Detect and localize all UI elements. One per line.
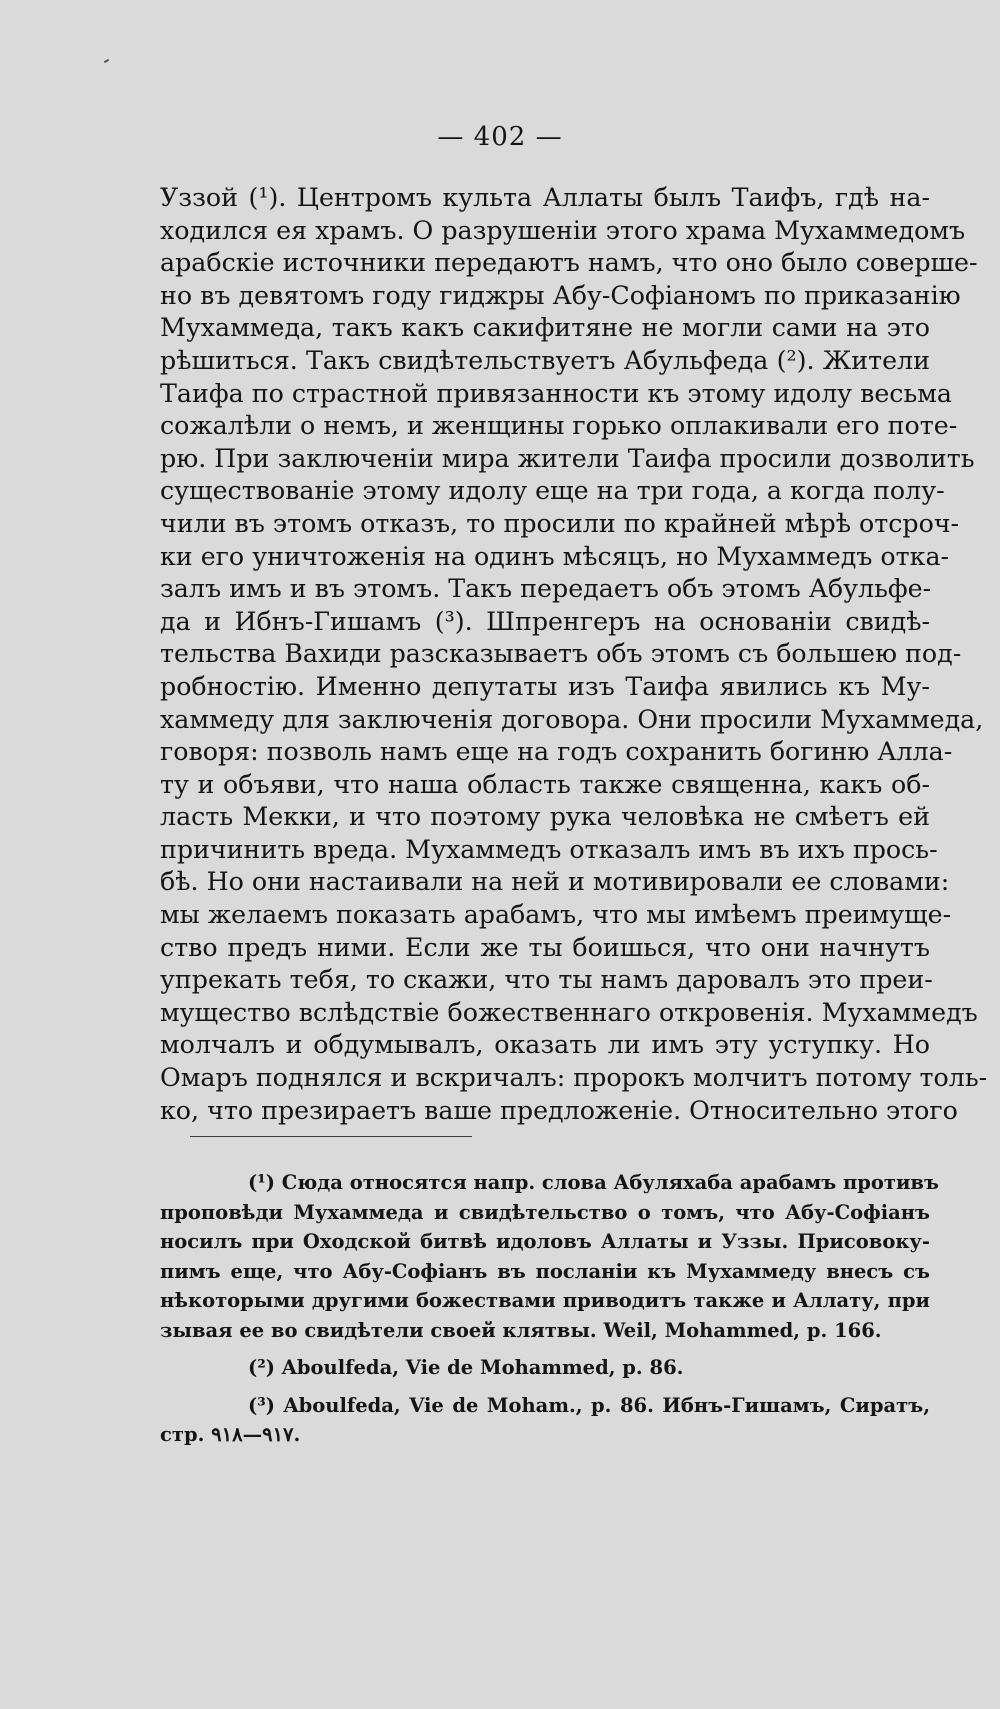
text-line: да и Ибнъ-Гишамъ (³). Шпренгеръ на основаніи свидѣ- [160, 606, 930, 636]
footnote-line: нѣкоторыми другими божествами приводитъ также и Аллату, при [160, 1289, 930, 1312]
text-line: сожалѣли о немъ, и женщины горько оплакивали его поте- [160, 411, 958, 441]
text-line: чили въ этомъ отказъ, то просили по крайней мѣрѣ отсроч- [160, 508, 960, 538]
footnote-1 [160, 1168, 939, 1345]
footnote-line: пимъ еще, что Абу-Софіанъ въ посланіи къ Мухаммеду внесъ съ [160, 1259, 930, 1283]
text-line: Уззой (¹). Центромъ культа Аллаты былъ Таифъ, гдѣ на- [160, 183, 930, 212]
footnote-separator [190, 1136, 472, 1137]
text-line: молчалъ и обдумывалъ, оказать ли имъ эту уступку. Но [160, 1030, 930, 1060]
text-line: Таифа по страстной привязанности къ этому идолу весьма [160, 378, 952, 408]
text-line: ласть Мекки, и что поэтому рука человѣка не смѣетъ ей [160, 802, 930, 832]
footnote-line: (³) Aboulfeda, Vie de Moham., p. 86. Ибнъ-Гишамъ, Сиратъ, [248, 1393, 930, 1417]
footnote-line: (¹) Сюда относятся напр. слова Абуляхаба арабамъ противъ [248, 1171, 939, 1194]
footnote-line: зывая ее во свидѣтели своей клятвы. Weil, Mohammed, p. 166. [160, 1318, 882, 1342]
text-line: бѣ. Но они настаивали на ней и мотивировали ее словами: [160, 867, 950, 897]
main-text [160, 182, 988, 1127]
text-line: мущество вслѣдствіе божественнаго откровенія. Мухаммедъ [160, 997, 978, 1027]
text-line: существованіе этому идолу еще на три года, а когда полу- [160, 476, 945, 506]
text-line: рю. При заключеніи мира жители Таифа просили дозволить [160, 443, 975, 473]
text-line: рѣшиться. Такъ свидѣтельствуетъ Абульфеда (²). Жители [160, 345, 930, 375]
text-line: арабскіе источники передаютъ намъ, что оно было соверше- [160, 248, 978, 278]
footnotes [160, 1168, 939, 1458]
footnote-3 [160, 1391, 930, 1450]
text-line: ки его уничтоженія на одинъ мѣсяцъ, но Мухаммедъ отка- [160, 541, 950, 571]
text-line: причинить вреда. Мухаммедъ отказалъ имъ въ ихъ прось- [160, 834, 938, 864]
text-line: робностію. Именно депутаты изъ Таифа явились къ Му- [160, 671, 930, 701]
page-number: — 402 — [437, 122, 563, 152]
text-line: говоря: позволь намъ еще на годъ сохранить богиню Алла- [160, 737, 953, 767]
text-line: залъ имъ и въ этомъ. Такъ передаетъ объ этомъ Абульфе- [160, 574, 932, 604]
text-line: хаммеду для заключенія договора. Они просили Мухаммеда, [160, 704, 984, 734]
pencil-mark [104, 59, 109, 63]
text-line: ко, что презираетъ ваше предложеніе. Относительно этого [160, 1095, 958, 1125]
text-line: ходился ея храмъ. О разрушеніи этого храма Мухаммедомъ [160, 215, 966, 245]
footnote-2 [160, 1353, 930, 1383]
text-line: ту и объяви, что наша область также священна, какъ об- [160, 769, 930, 799]
text-line: Омаръ поднялся и вскричалъ: пророкъ молчитъ потому толь- [160, 1063, 988, 1093]
footnote-line: проповѣди Мухаммеда и свидѣтельство о томъ, что Абу-Софіанъ [160, 1200, 930, 1224]
footnote-line: носилъ при Оходской битвѣ идоловъ Аллаты и Уззы. Присовоку- [160, 1230, 930, 1253]
footnote-line: стр. ٩١٧—٩١٨. [160, 1423, 301, 1446]
text-line: ство предъ ними. Если же ты боишься, что они начнутъ [160, 932, 930, 962]
text-line: мы желаемъ показать арабамъ, что мы имѣемъ преимуще- [160, 900, 952, 930]
text-line: Мухаммеда, такъ какъ сакифитяне не могли сами на это [160, 313, 930, 343]
text-line: упрекать тебя, то скажи, что ты намъ даровалъ это преи- [160, 965, 933, 995]
text-line: но въ девятомъ году гиджры Абу-Софіаномъ по приказанію [160, 280, 961, 310]
text-line: тельства Вахиди разсказываетъ объ этомъ съ большею под- [160, 639, 962, 669]
footnote-line: (²) Aboulfeda, Vie de Mohammed, p. 86. [248, 1356, 684, 1379]
